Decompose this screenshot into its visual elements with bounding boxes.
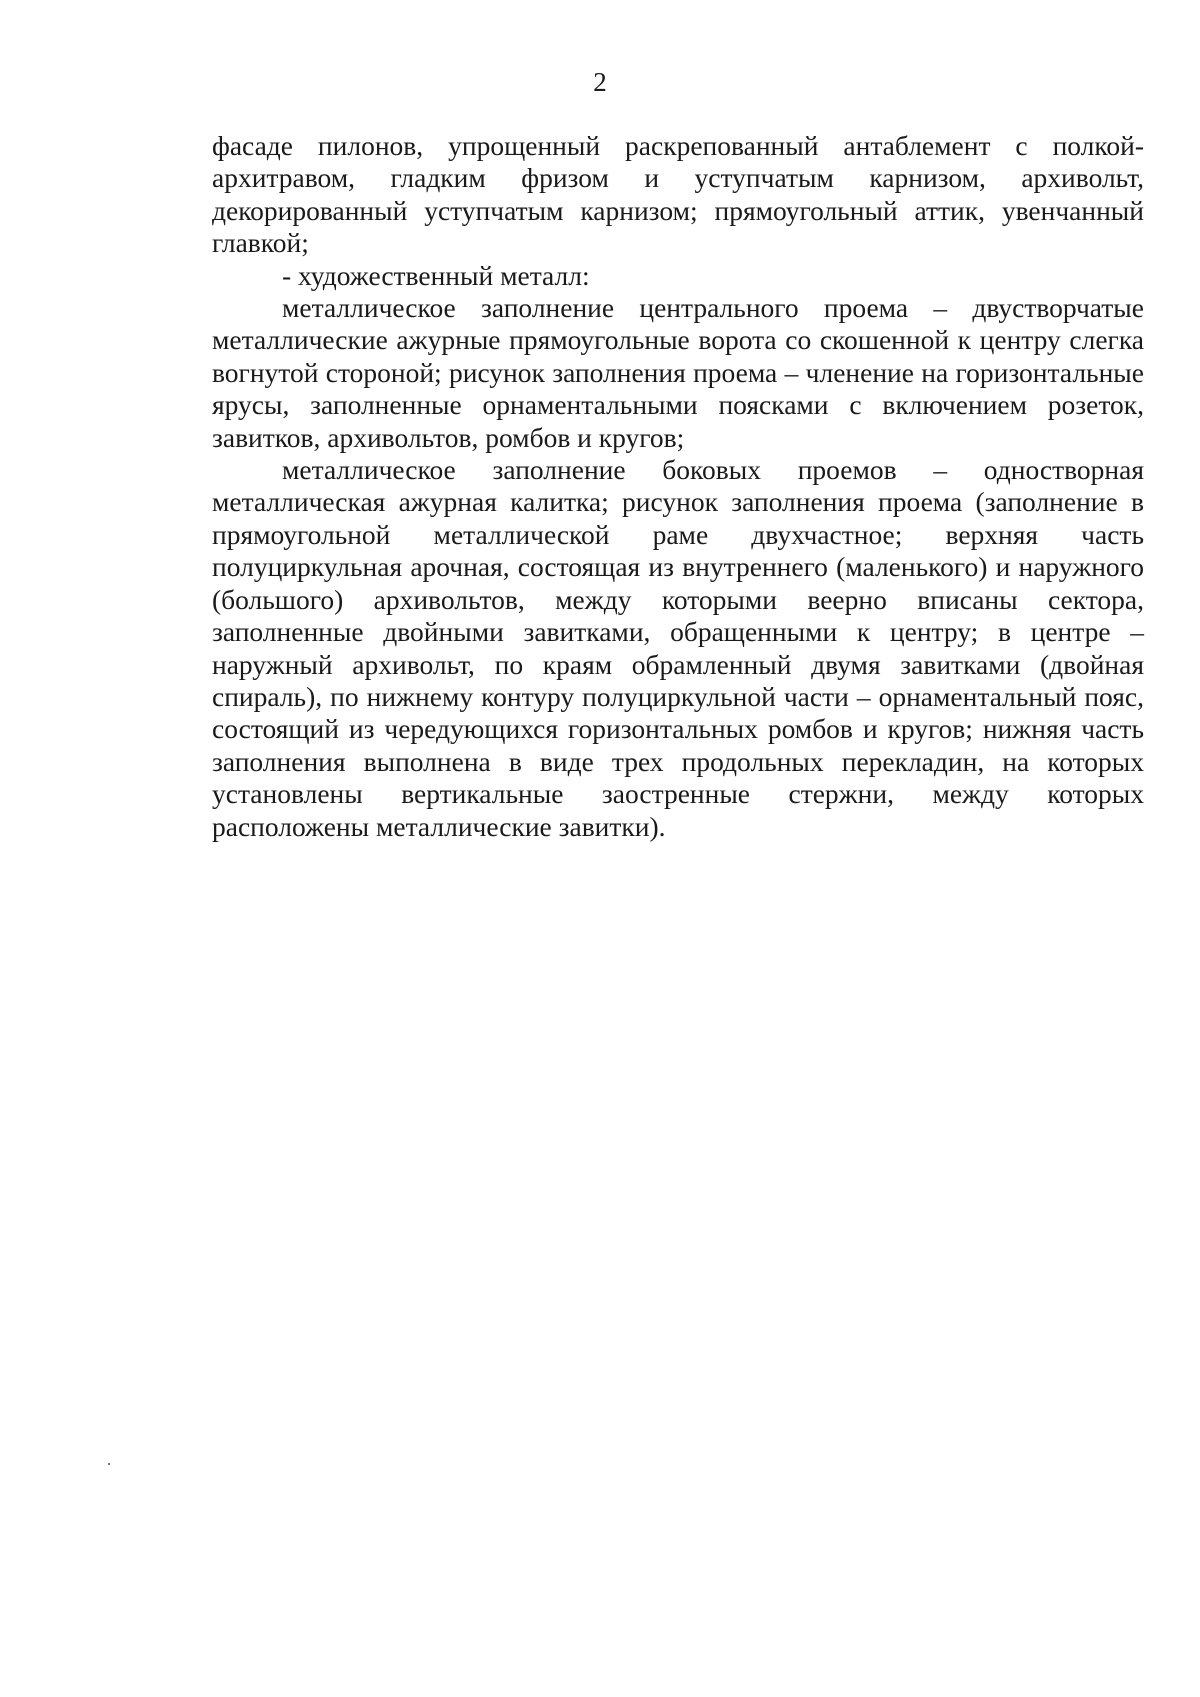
- paragraph-central-opening: металлическое заполнение центрального проема – двустворчатые металлические ажурные прямоугольные ворота со скошенной к центру слегка вогнутой стороной; рисунок заполнения проема – членение на горизонтальные ярусы, заполненные орнаментальными поясками с включением розеток, завитков, архивольтов, ромбов и кругов;: [212, 292, 1144, 453]
- page-number: 2: [593, 67, 607, 97]
- paragraph-side-openings: металлическое заполнение боковых проемов – одностворная металлическая ажурная калитка; рисунок заполнения проема (заполнение в прямоугольной металлической раме двухчастное; верхняя часть полуциркульная арочная, состоящая из внутреннего (маленького) и наружного (большого) архивольтов, между которыми веерно вписаны сектора, заполненные двойными завитками, обращенными к центру; в центре – наружный архивольт, по краям обрамленный двумя завитками (двойная спираль), по нижнему контуру полуциркульной части – орнаментальный пояс, состоящий из чередующихся горизонтальных ромбов и кругов; нижняя часть заполнения выполнена в виде трех продольных перекладин, на которых установлены вертикальные заостренные стержни, между которых расположены металлические завитки).: [212, 454, 1144, 842]
- document-body: [212, 130, 1144, 843]
- scan-artifact: [108, 1463, 110, 1465]
- paragraph-metal-heading: - художественный металл:: [282, 259, 590, 291]
- paragraph-facade: фасаде пилонов, упрощенный раскрепованный антаблемент с полкой-архитравом, гладким фризом и уступчатым карнизом, архивольт, декорированный уступчатым карнизом; прямоугольный аттик, увенчанный главкой;: [212, 130, 1144, 259]
